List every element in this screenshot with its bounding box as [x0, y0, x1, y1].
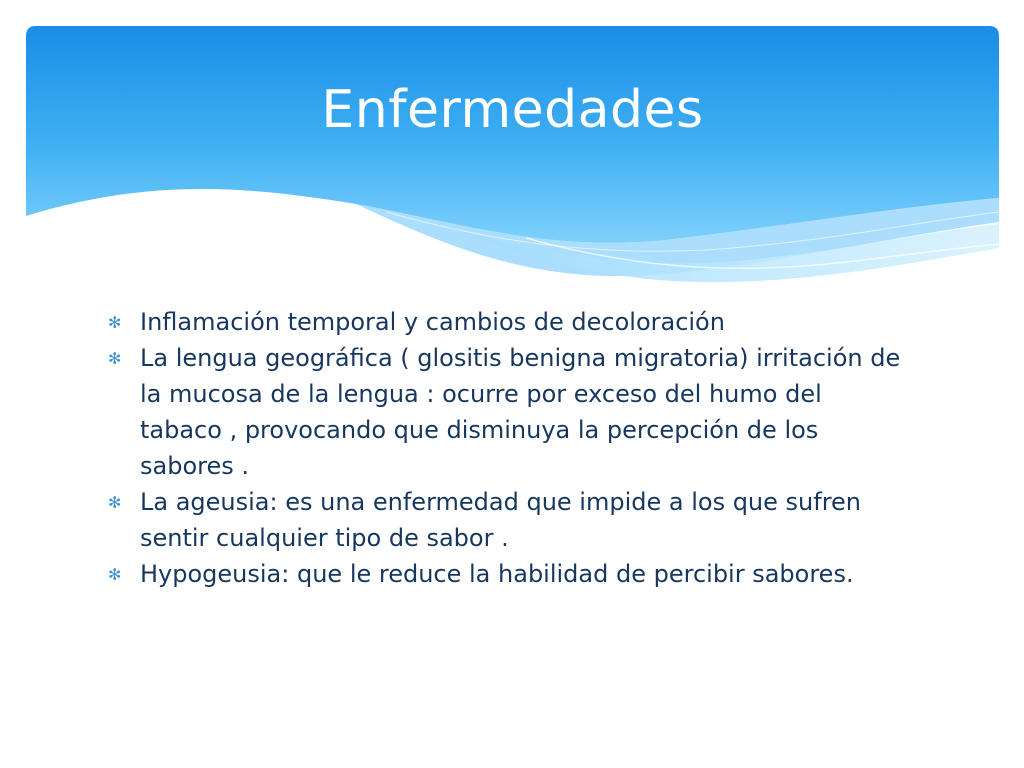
bullet-text: La ageusia: es una enfermedad que impide a los que sufren sentir cualquier tipo de sabor .: [140, 488, 862, 552]
wave-graphic: [26, 26, 999, 286]
asterisk-icon: ✻: [108, 493, 122, 512]
bullet-list: [104, 304, 904, 592]
bullet-item: [104, 556, 904, 592]
bullet-item: [104, 340, 904, 484]
bullet-item: [104, 304, 904, 340]
bullet-text: Hypogeusia: que le reduce la habilidad de percibir sabores.: [140, 560, 854, 588]
asterisk-icon: ✻: [108, 349, 122, 368]
asterisk-icon: ✻: [108, 313, 122, 332]
bullet-text: La lengua geográfica ( glositis benigna migratoria) irritación de la mucosa de la lengua : ocurre por exceso del humo del tabaco , provocando que disminuya la percepción de los sabores .: [140, 344, 901, 480]
slide-title: Enfermedades: [321, 80, 704, 140]
bullet-item: [104, 484, 904, 556]
asterisk-icon: ✻: [108, 565, 122, 584]
header-wave-banner: [26, 26, 999, 286]
bullet-text: Inflamación temporal y cambios de decoloración: [140, 308, 725, 336]
